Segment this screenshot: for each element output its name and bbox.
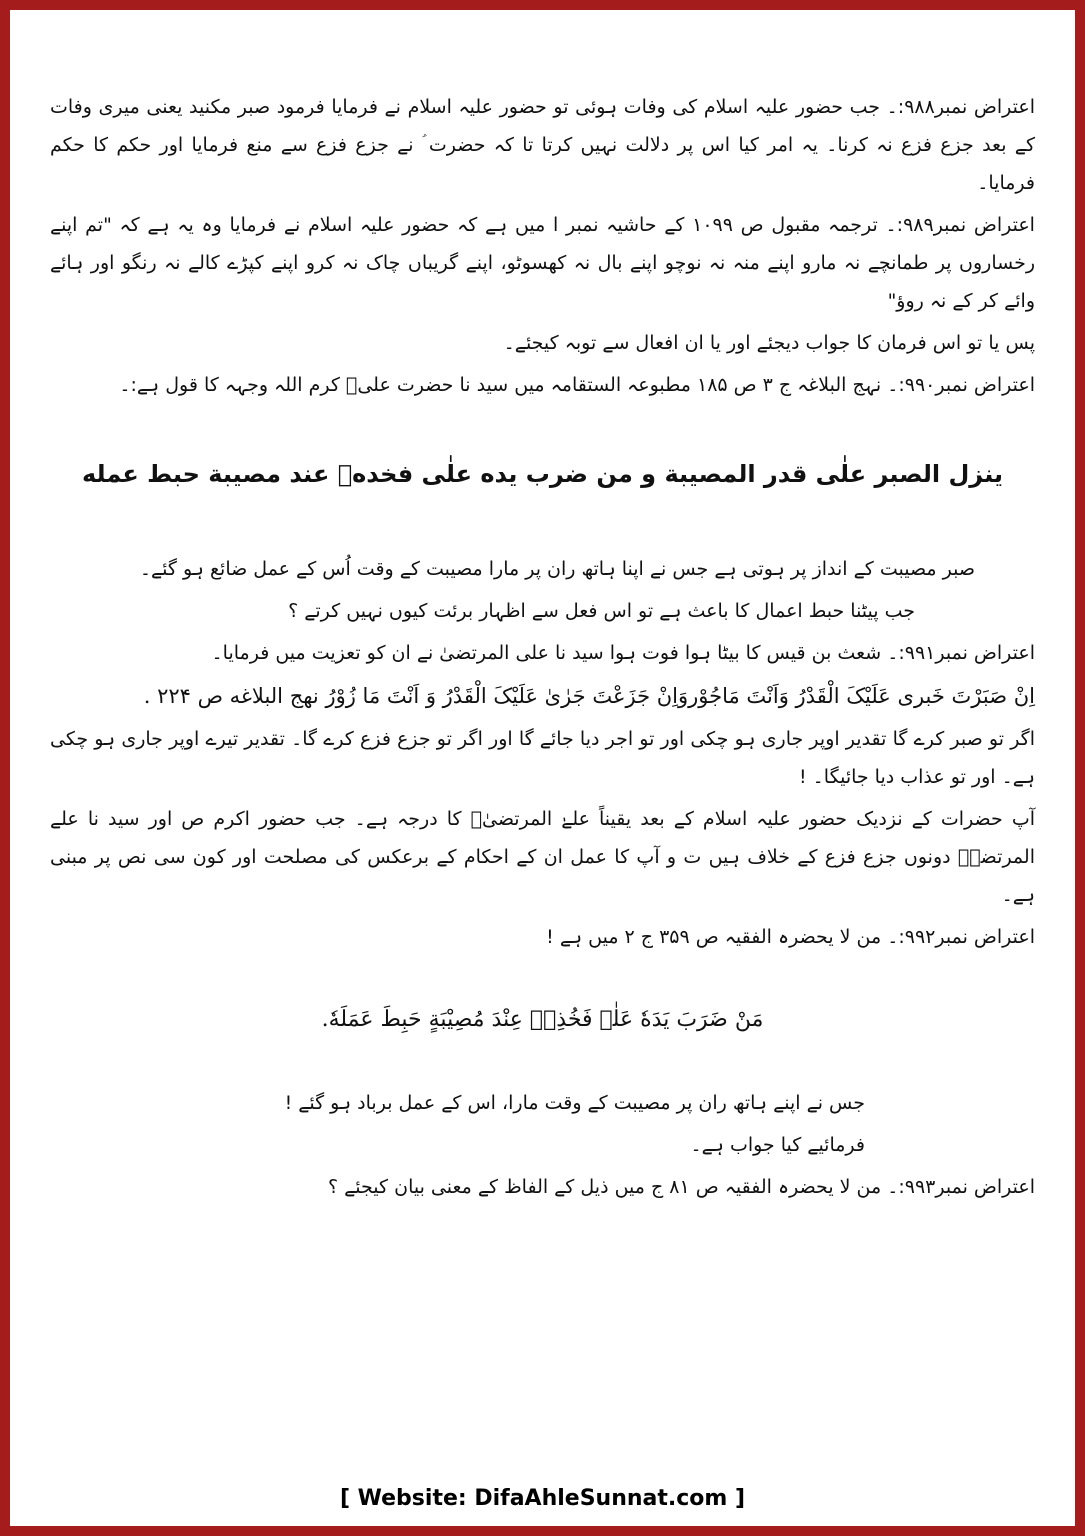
heading-translation: صبر مصیبت کے انداز پر ہوتی ہے جس نے اپنا ہاتھ ران پر مارا مصیبت کے وقت اُس کے عمل ضائع ہو گئے۔ (139, 558, 975, 580)
objection-991: اعتراض نمبر۹۹۱:۔ شعث بن قیس کا بیٹا ہوا فوت ہوا سید نا علی المرتضیٰ نے ان کو تعزیت میں فرمایا۔ (211, 642, 1035, 664)
quote-991-translation: اگر تو صبر کرے گا تقدیر اوپر جاری ہو چکی اور تو اجر دیا جائے گا اور اگر تو جزع فزع کرے گا۔ تقدیر تیرے اوپر جاری ہو چکی ہے۔ اور تو عذاب دیا جائیگا۔ ! (50, 728, 1035, 788)
question-line: جب پیٹنا حبط اعمال کا باعث ہے تو اس فعل سے اظہار برئت کیوں نہیں کرتے ؟ (288, 600, 915, 622)
objection-989: اعتراض نمبر۹۸۹:۔ ترجمہ مقبول ص ۱۰۹۹ کے حاشیہ نمبر ا میں ہے کہ حضور علیہ اسلام نے فرمایا وہ یہ ہے کہ "تم اپنے رخساروں پر طمانچے نہ مارو اپنے منہ نہ نوچو اپنے بال نہ کھسوٹو، اپنے گریباں چاک نہ کرو اپنے کپڑے کالے نہ رنگو اور ہائے وائے کر کے نہ روؤ" (50, 214, 1035, 312)
objection-992: اعتراض نمبر۹۹۲:۔ من لا یحضرہ الفقیہ ص ۳۵۹ ج ۲ میں ہے ! (546, 926, 1035, 948)
document-body (50, 88, 1035, 1210)
arabic-quote-991: اِنْ صَبَرْتَ خَبری عَلَیْکَ الْقَدْرُ وَاَنْتَ مَاجُوْروَاِنْ جَزَعْتَ جَرٰیٰ عَلَیْکَ الْقَدْرُ وَ اَنْتَ مَا زُوْرُ نهج البلاغه ص ۲۲۴ . (143, 684, 1035, 708)
objection-988: اعتراض نمبر۹۸۸:۔ جب حضور علیہ اسلام کی وفات ہوئی تو حضور علیہ اسلام نے فرمایا فرمود صبر مکنید یعنی میری وفات کے بعد جزع فزع نہ کرنا۔ یہ امر کیا اس پر دلالت نہیں کرتا تا کہ حضرت ؑ نے جزع فزع سے منع فرمایا اور حکم کا حکم فرمایا۔ (50, 96, 1035, 194)
objection-990: اعتراض نمبر۹۹۰:۔ نہج البلاغہ ج ۳ ص ۱۸۵ مطبوعہ الستقامہ میں سید نا حضرت علیؓ کرم اللہ وجہہ کا قول ہے:۔ (119, 374, 1035, 396)
asking-answer: فرمائیے کیا جواب ہے۔ (690, 1134, 865, 1156)
objection-993: اعتراض نمبر۹۹۳:۔ من لا یحضرہ الفقیہ ص ۸۱ ج میں ذیل کے الفاظ کے معنی بیان کیجئے ؟ (328, 1176, 1035, 1198)
objection-989-demand: پس یا تو اس فرمان کا جواب دیجئے اور یا ان افعال سے توبہ کیجئے۔ (503, 332, 1035, 354)
arabic-quote-992: مَنْ ضَرَبَ یَدَهٗ عَلٰے فَخُذِهٖ عِنْدَ مُصِیْبَةٍ حَبِطَ عَمَلَهٗ. (321, 1007, 764, 1032)
argument-paragraph: آپ حضرات کے نزدیک حضور علیہ اسلام کے بعد یقیناً علےٰ المرتضیٰؓ کا درجہ ہے۔ جب حضور اکرم ص اور سید نا علے المرتضےؓ دونوں جزع فزع کے خلاف ہیں ت و آپ کا عمل ان کے احکام کے برعکس کی مصلحت اور کون سی نص پر مبنی ہے۔ (50, 808, 1035, 906)
document-page (10, 10, 1075, 1526)
arabic-heading: ینزل الصبر علٰی قدر المصیبة و من ضرب یده علٰی فخدهٖ عند مصیبة حبط عمله (81, 460, 1004, 488)
website-footer: [ Website: DifaAhleSunnat.com ] (339, 1486, 746, 1511)
quote-992-translation: جس نے اپنے ہاتھ ران پر مصیبت کے وقت مارا، اس کے عمل برباد ہو گئے ! (284, 1092, 865, 1114)
